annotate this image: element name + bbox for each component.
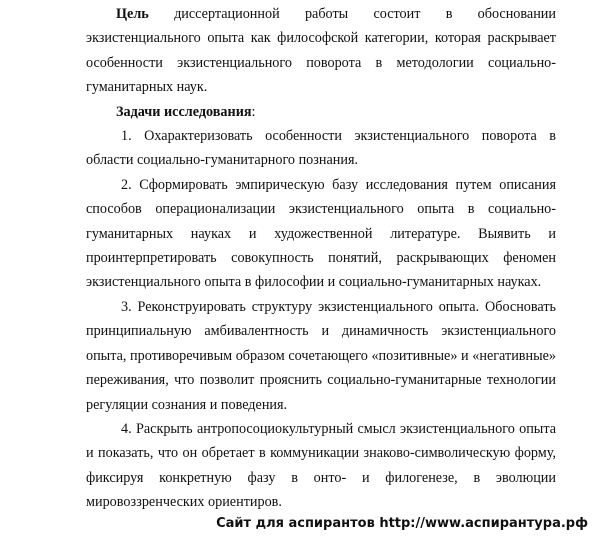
goal-label: Цель	[116, 6, 149, 22]
task-item-3: 3. Реконструировать структуру экзистенциального опыта. Обосновать принципиальную амбивалентность и динамичность экзистенциального опыта, противоречивым образом сочетающего «позитивные» и «негативные» переживания, что позволит прояснить социально-гуманитарные технологии регуляции сознания и поведения.	[86, 298, 556, 413]
tasks-heading-colon: :	[251, 103, 256, 120]
goal-text: диссертационной работы состоит в обосновании экзистенциального опыта как философской категории, которая раскрывает особенности экзистенциального поворота в методологии социально-гуманитарных наук.	[86, 6, 556, 96]
site-watermark: Сайт для аспирантов http://www.аспирантура.рф	[216, 516, 588, 531]
tasks-heading-label: Задачи исследования	[116, 103, 252, 120]
task-item-1: 1. Охарактеризовать особенности экзистенциального поворота в области социально-гуманитарного познания.	[86, 128, 556, 169]
tasks-heading	[86, 100, 556, 124]
goal-paragraph	[86, 2, 556, 100]
document-body	[86, 2, 556, 515]
task-item-4: 4. Раскрыть антропосоциокультурный смысл экзистенциального опыта и показать, что он обретает в коммуникации знаково-символическую форму, фиксируя конкретную фазу в онто- и филогенезе, в эволюции мировоззренческих ориентиров.	[86, 420, 556, 511]
task-item-2: 2. Сформировать эмпирическую базу исследования путем описания способов операционализации экзистенциального опыта в социально-гуманитарных науках и художественной литературе. Выявить и проинтерпретировать совокупность понятий, раскрывающих феномен экзистенциального опыта в философии и социально-гуманитарных науках.	[86, 176, 556, 291]
